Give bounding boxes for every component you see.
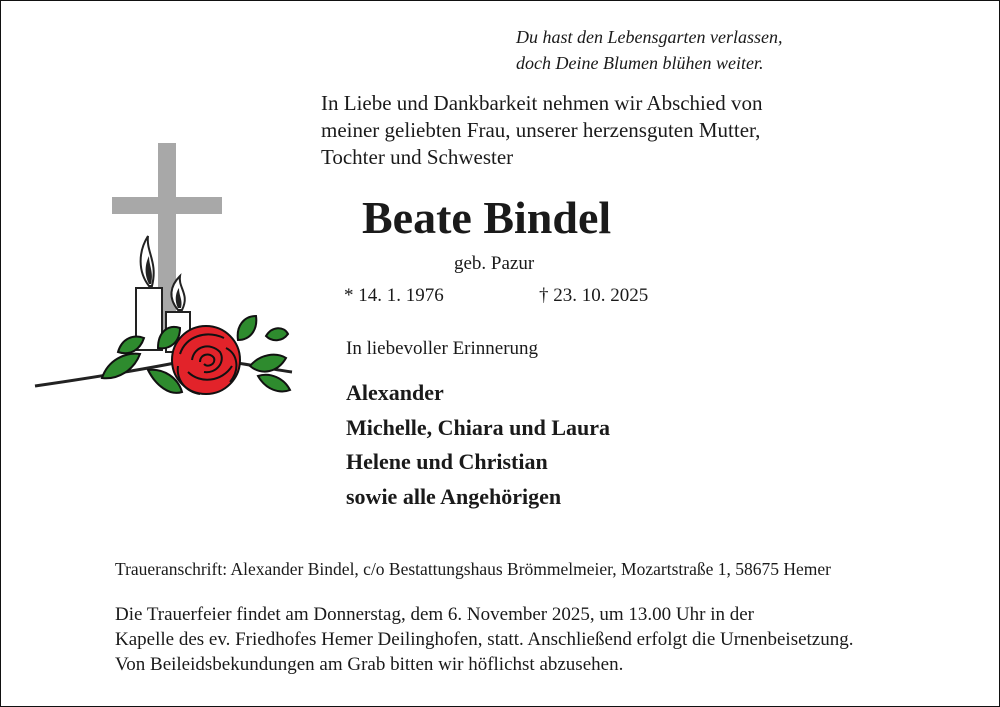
cross-icon bbox=[112, 143, 222, 333]
mourner-entry: sowie alle Angehörigen bbox=[346, 483, 562, 509]
mourner-entry: Michelle, Chiara und Laura bbox=[346, 414, 611, 440]
bud-icon bbox=[266, 328, 288, 340]
rose-icon bbox=[172, 326, 240, 394]
mourner-entry: Alexander bbox=[346, 380, 444, 405]
intro-line-1: In Liebe und Dankbarkeit nehmen wir Abschied von bbox=[321, 91, 763, 115]
intro-line-2: meiner geliebten Frau, unserer herzensguten Mutter, bbox=[321, 118, 761, 142]
memory-text: In liebevoller Erinnerung bbox=[346, 338, 539, 359]
maiden-name: geb. Pazur bbox=[454, 253, 535, 274]
mourner-entry: Helene und Christian bbox=[346, 449, 548, 474]
service-line-2: Kapelle des ev. Friedhofes Hemer Deilinghofen, statt. Anschließend erfolgt die Urnenbeisetzung. bbox=[115, 629, 854, 650]
motto-line-1: Du hast den Lebensgarten verlassen, bbox=[516, 27, 783, 47]
motto-line-2: doch Deine Blumen blühen weiter. bbox=[516, 53, 764, 73]
intro-line-3: Tochter und Schwester bbox=[321, 145, 514, 169]
death-date: † 23. 10. 2025 bbox=[539, 285, 649, 306]
motto-verse bbox=[516, 24, 782, 76]
birth-date: * 14. 1. 1976 bbox=[344, 285, 444, 306]
intro-text bbox=[321, 90, 762, 171]
service-line-3: Von Beileidsbekundungen am Grab bitten wir höflichst abzusehen. bbox=[115, 654, 624, 675]
mourning-address: Traueranschrift: Alexander Bindel, c/o Bestattungshaus Brömmelmeier, Mozartstraße 1, 58675 Hemer bbox=[115, 559, 831, 579]
service-line-1: Die Trauerfeier findet am Donnerstag, dem 6. November 2025, um 13.00 Uhr in der bbox=[115, 604, 754, 625]
cross-candle-rose-emblem bbox=[30, 140, 300, 420]
service-info bbox=[115, 602, 854, 677]
mourners-list bbox=[346, 376, 610, 514]
deceased-name: Beate Bindel bbox=[362, 192, 612, 243]
